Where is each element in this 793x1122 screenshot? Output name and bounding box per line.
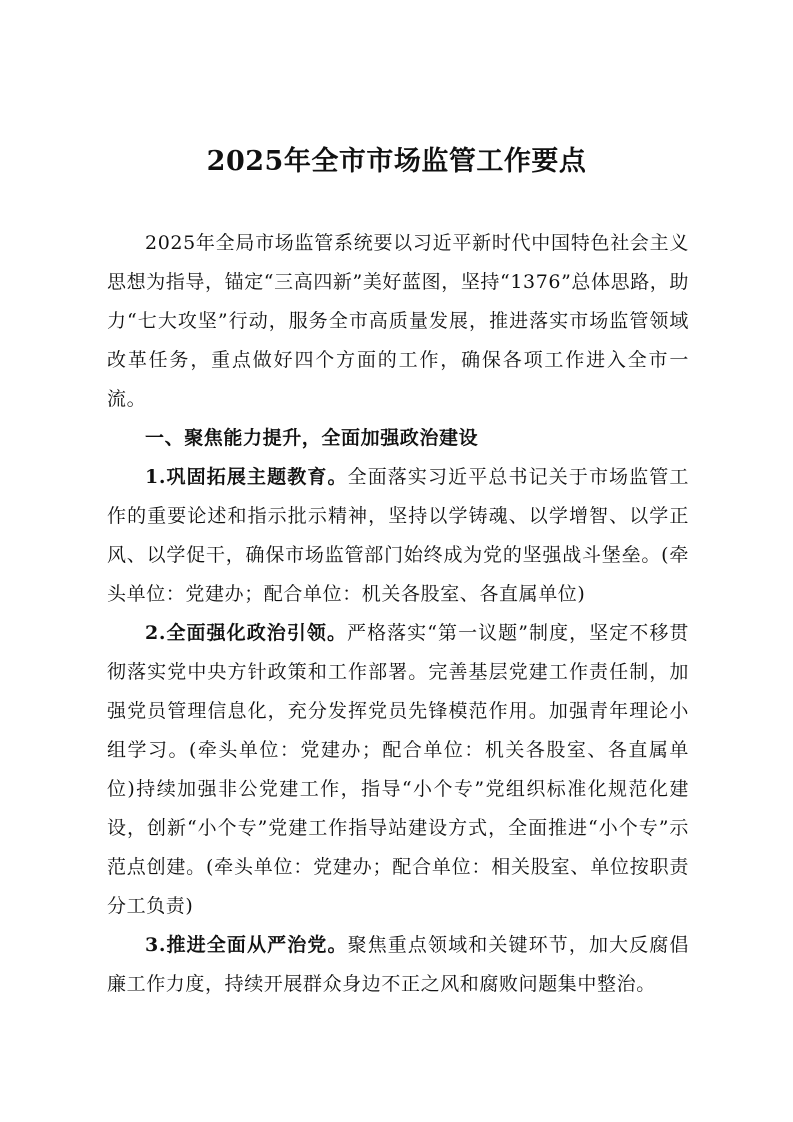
list-item xyxy=(107,458,689,614)
item-lead: 2.全面强化政治引领。 xyxy=(145,622,348,644)
item-lead: 1.巩固拓展主题教育。 xyxy=(145,466,348,488)
item-lead: 3.推进全面从严治党。 xyxy=(145,934,348,956)
intro-paragraph: 2025年全局市场监管系统要以习近平新时代中国特色社会主义思想为指导，锚定“三高四新”美好蓝图，坚持“1376”总体思路，助力“七大攻坚”行动，服务全市高质量发展，推进落实市场监管领域改革任务，重点做好四个方面的工作，确保各项工作进入全市一流。 xyxy=(107,232,690,410)
item-text: 全面落实习近平总书记关于市场监管工作的重要论述和指示批示精神，坚持以学铸魂、以学增智、以学正风、以学促干，确保市场监管部门始终成为党的坚强战斗堡垒。(牵头单位：党建办；配合单位：机关各股室、各直属单位) xyxy=(107,466,690,605)
section-heading: 一、聚焦能力提升，全面加强政治建设 xyxy=(145,427,479,449)
document-title: 2025年全市市场监管工作要点 xyxy=(206,146,587,177)
list-item xyxy=(107,614,689,926)
list-item xyxy=(107,926,689,1004)
item-text: 严格落实“第一议题”制度，坚定不移贯彻落实党中央方针政策和工作部署。完善基层党建工作责任制，加强党员管理信息化，充分发挥党员先锋模范作用。加强青年理论小组学习。(牵头单位：党建办；配合单位：机关各股室、各直属单位)持续加强非公党建工作，指导“小个专”党组织标准化规范化建设，创新“小个专”党建工作指导站建设方式，全面推进“小个专”示范点创建。(牵头单位：党建办；配合单位：相关股室、单位按职责分工负责) xyxy=(107,622,690,917)
item-text: 聚焦重点领域和关键环节，加大反腐倡廉工作力度，持续开展群众身边不正之风和腐败问题集中整治。 xyxy=(107,934,690,995)
document-body xyxy=(107,224,689,1004)
